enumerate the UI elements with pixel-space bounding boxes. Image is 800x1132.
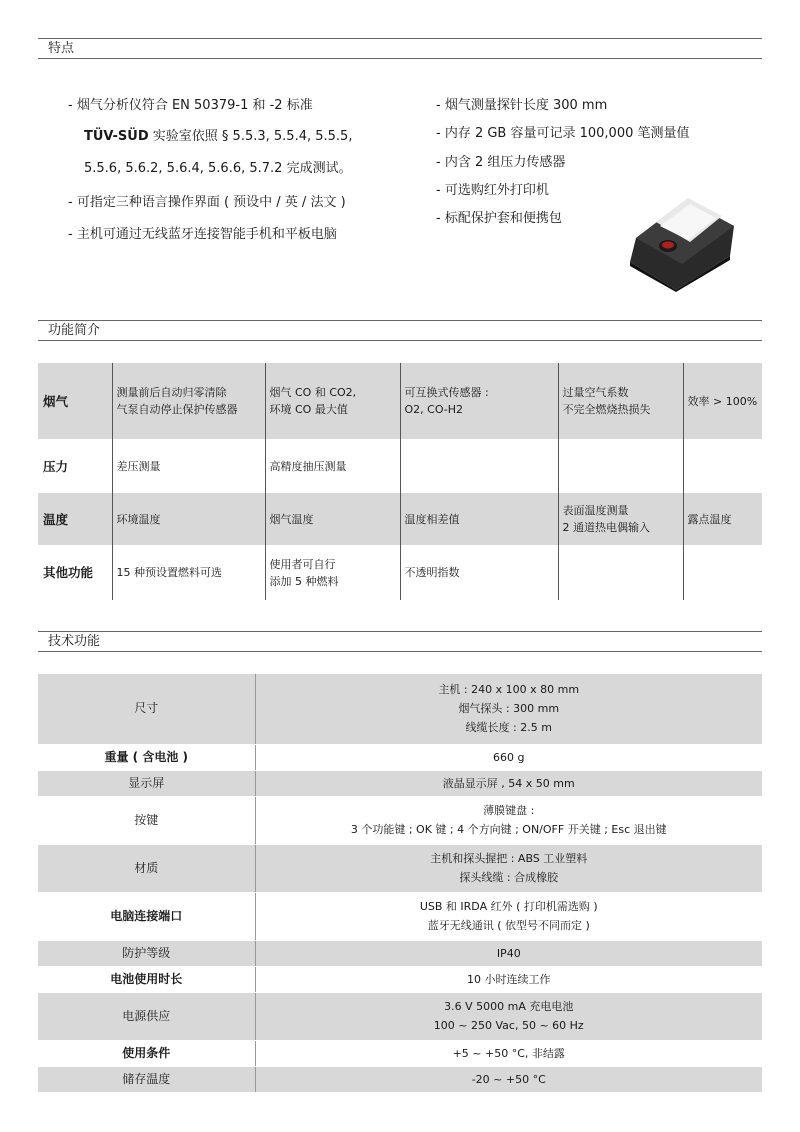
- spec-value: 液晶显示屏 , 54 x 50 mm: [255, 770, 762, 796]
- feature-item: - 可选购红外打印机: [436, 183, 549, 198]
- table-cell: [400, 439, 558, 493]
- table-row: [38, 940, 762, 966]
- spec-label: 重量 ( 含电池 ): [38, 744, 255, 770]
- spec-value: IP40: [255, 940, 762, 966]
- table-cell: 表面温度测量 2 通道热电偶输入: [558, 493, 683, 545]
- table-row: [38, 363, 762, 439]
- tuv-sud-label: TÜV-SÜD: [84, 129, 149, 144]
- spec-value: +5 ~ +50 °C, 非结露: [255, 1040, 762, 1066]
- spec-label: 使用条件: [38, 1040, 255, 1066]
- table-cell: [558, 439, 683, 493]
- table-cell: 高精度抽压测量: [265, 439, 400, 493]
- feature-item: 5.5.6, 5.6.2, 5.6.4, 5.6.6, 5.7.2 完成测试。: [84, 161, 352, 176]
- features-heading: 特点: [38, 38, 762, 59]
- spec-label: 尺寸: [38, 674, 255, 744]
- spec-label: 储存温度: [38, 1066, 255, 1092]
- table-cell: 不透明指数: [400, 545, 558, 600]
- table-row: [38, 744, 762, 770]
- feature-item: - 主机可通过无线蓝牙连接智能手机和平板电脑: [68, 227, 337, 242]
- table-row: [38, 966, 762, 992]
- tech-heading: 技术功能: [38, 631, 762, 652]
- table-row: [38, 892, 762, 940]
- table-cell: 测量前后自动归零清除 气泵自动停止保护传感器: [112, 363, 265, 439]
- table-row: [38, 493, 762, 545]
- table-cell: 温度相差值: [400, 493, 558, 545]
- feature-item: [84, 125, 352, 144]
- feature-item: - 烟气测量探针长度 300 mm: [436, 98, 608, 113]
- function-table: [38, 363, 762, 600]
- feature-item-text: 实验室依照 § 5.5.3, 5.5.4, 5.5.5,: [148, 129, 353, 144]
- table-row: [38, 674, 762, 744]
- table-row: [38, 1066, 762, 1092]
- table-cell: [683, 545, 762, 600]
- table-cell: 可互换式传感器 : O2, CO-H2: [400, 363, 558, 439]
- table-row: [38, 796, 762, 844]
- spec-value: 660 g: [255, 744, 762, 770]
- table-cell: 烟气温度: [265, 493, 400, 545]
- table-cell: 过量空气系数 不完全燃烧热损失: [558, 363, 683, 439]
- row-label: 压力: [43, 458, 69, 474]
- table-cell: 使用者可自行 添加 5 种燃料: [265, 545, 400, 600]
- spec-label: 防护等级: [38, 940, 255, 966]
- spec-value: 主机和探头握把 : ABS 工业塑料 探头线缆 : 合成橡胶: [255, 844, 762, 892]
- table-row: [38, 992, 762, 1040]
- spec-label: 材质: [38, 844, 255, 892]
- function-heading: 功能简介: [38, 320, 762, 341]
- feature-item: - 内存 2 GB 容量可记录 100,000 笔测量值: [436, 126, 690, 141]
- table-cell: [683, 439, 762, 493]
- table-row: [38, 439, 762, 493]
- table-cell: 效率 > 100%: [683, 363, 762, 439]
- spec-label: 电源供应: [38, 992, 255, 1040]
- spec-label: 显示屏: [38, 770, 255, 796]
- spec-label: 电池使用时长: [38, 966, 255, 992]
- row-label: 烟气: [38, 363, 112, 439]
- table-row: [38, 844, 762, 892]
- feature-item: - 烟气分析仪符合 EN 50379-1 和 -2 标准: [68, 98, 313, 113]
- spec-value: USB 和 IRDA 红外 ( 打印机需选购 ) 蓝牙无线通讯 ( 依型号不同而定 ): [255, 892, 762, 940]
- spec-value: 3.6 V 5000 mA 充电电池 100 ~ 250 Vac, 50 ~ 60 Hz: [255, 992, 762, 1040]
- table-row: [38, 770, 762, 796]
- table-cell: 环境温度: [112, 493, 265, 545]
- table-cell: [558, 545, 683, 600]
- printer-icon: [626, 186, 738, 296]
- spec-value: 主机 : 240 x 100 x 80 mm 烟气探头 : 300 mm 线缆长度 : 2.5 m: [255, 674, 762, 744]
- spec-label: 按键: [38, 796, 255, 844]
- row-label: 温度: [38, 493, 112, 545]
- tech-table: [38, 674, 762, 1093]
- spec-value: 10 小时连续工作: [255, 966, 762, 992]
- spec-label: 电脑连接端口: [38, 892, 255, 940]
- row-label: 其他功能: [43, 565, 94, 580]
- table-cell: 15 种预设置燃料可选: [112, 545, 265, 600]
- table-cell: 烟气 CO 和 CO2, 环境 CO 最大值: [265, 363, 400, 439]
- table-row: [38, 545, 762, 600]
- table-cell: 差压测量: [112, 439, 265, 493]
- table-cell: 露点温度: [683, 493, 762, 545]
- feature-item: - 标配保护套和便携包: [436, 211, 562, 226]
- feature-item: - 可指定三种语言操作界面 ( 预设中 / 英 / 法文 ): [68, 195, 346, 210]
- table-row: [38, 1040, 762, 1066]
- feature-item: - 内含 2 组压力传感器: [436, 155, 566, 170]
- spec-value: 薄膜键盘 : 3 个功能键 ; OK 键 ; 4 个方向键 ; ON/OFF 开关键 ; Esc 退出键: [255, 796, 762, 844]
- spec-value: -20 ~ +50 °C: [255, 1066, 762, 1092]
